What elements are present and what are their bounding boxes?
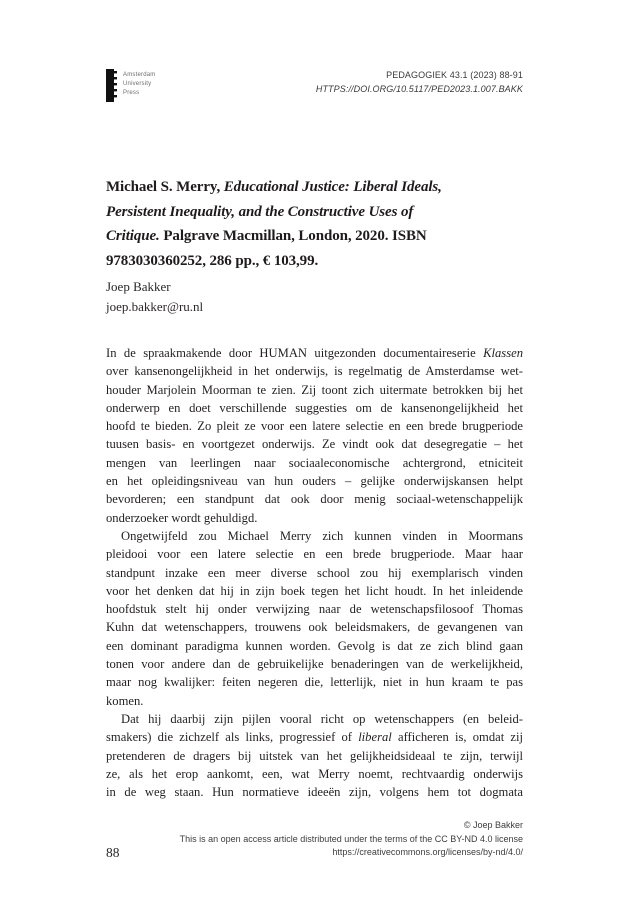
publisher-logo [106,68,155,102]
text-line: houder Marjolein Moorman te zien. Zij toont zich uitermate betrokken bij het [106,382,523,397]
text-line: hoofdstuk stelt hij onder verwijzing naar de wetenschapsfilosoof Thomas [106,602,523,617]
text-line: onderwerp en doet verschillende suggesties om de kansenongelijkheid het [106,400,523,415]
logo-word-3: Press [123,90,140,96]
text-line: hoofd te bieden. Zo pleit ze voor een latere selectie en een brede brugperiode [106,419,523,434]
journal-info [316,68,523,96]
title-line: Michael S. Merry, Educational Justice: Liberal Ideals, [106,179,442,195]
text-line: Dat hij daarbij zijn pijlen vooral richt op wetenschappers (en beleid- [121,711,523,726]
text-line: onderzoeker wordt gehuldigd. [106,510,258,525]
paragraph [106,710,523,801]
copyright-line: © Joep Bakker [463,820,523,830]
text-line: tuusen basis- en voortgezet onderwijs. Ze vindt ook dat desegregatie – het [106,437,523,452]
journal-citation: PEDAGOGIEK 43.1 (2023) 88-91 [386,70,523,80]
text-line: een dominant paradigma kunnen worden. Gevolg is dat ze zich blind gaan [106,638,523,653]
logo-word-1: Amsterdam [123,72,156,78]
text-line: in de weg staan. Hun normatieve ideeën zijn, volgens hem tot dogmata [106,785,523,800]
text-line: ze, als het erop aankomt, een, wat Merry noemt, rechtvaardig onderwijs [106,766,523,781]
text-line: over kansenongelijkheid in het onderwijs, is regelmatig de Amsterdamse wet- [106,364,523,379]
title-line: Persistent Inequality, and the Constructive Uses of [106,203,414,220]
text-line: en het opleidingsniveau van hun ouders – gelijke onderwijskansen helpt [106,474,523,489]
title-line: Critique. Palgrave Macmillan, London, 2020. ISBN [106,228,427,245]
author-name: Joep Bakker [106,279,171,294]
text-line: tonen voor andere dan de gebruikelijke benaderingen van de werkelijkheid, [106,657,523,672]
page-number: 88 [106,845,120,860]
text-line: In de spraakmakende door HUMAN uitgezonden documentaireserie Klassen [106,346,523,360]
text-line: komen. [106,693,144,708]
logo-word-2: University [123,81,152,87]
text-line: standpunt inzake een meer diverse school zou hij exemplarisch vinden [106,565,523,580]
author-email: joep.bakker@ru.nl [106,298,204,314]
text-line: mengen van leerlingen naar sociaaleconomische achtergrond, etniciteit [106,455,523,470]
publisher-logo-wordmark [123,68,155,98]
text-line: Ongetwijfeld zou Michael Merry zich kunnen vinden in Moormans [121,528,523,543]
paragraph [106,344,523,527]
text-line: pretenderen de dragers bij uitstek van het gelijkheidsideaal te zijn, terwijl [106,748,523,763]
paper-title [106,175,530,273]
paragraph [106,527,523,710]
aup-logo-mark-icon [106,69,118,102]
text-line: smakers) die zichzelf als links, progressief of liberal afficheren is, omdat zij [106,730,524,745]
license-line: This is an open access article distributed under the terms of the CC BY-ND 4.0 license [179,833,523,844]
author-block [106,277,203,316]
title-line: 9783030360252, 286 pp., € 103,99. [106,252,319,269]
text-line: maar nog kwalijker: feiten negeren die, letterlijk, niet in hun kraam te pas [106,675,523,690]
body-text [106,344,523,801]
text-line: pleidooi voor een latere selectie en een brede brugperiode. Maar haar [106,547,523,562]
page-header [106,68,523,102]
page-footer [180,819,523,860]
text-line: Kuhn dat wetenschappers, trouwens ook beleidsmakers, de gevangenen van [106,620,523,635]
doi-line: HTTPS://DOI.ORG/10.5117/PED2023.1.007.BAKK [315,84,523,94]
text-line: bevorderen; een standpunt dat ook door menig sociaal-wetenschappelijk [106,492,523,507]
license-url: https://creativecommons.org/licenses/by-nd/4.0/ [332,847,523,857]
text-line: voor het denken dat hij in zijn boek tegen het licht houdt. In het inleidende [106,583,523,598]
